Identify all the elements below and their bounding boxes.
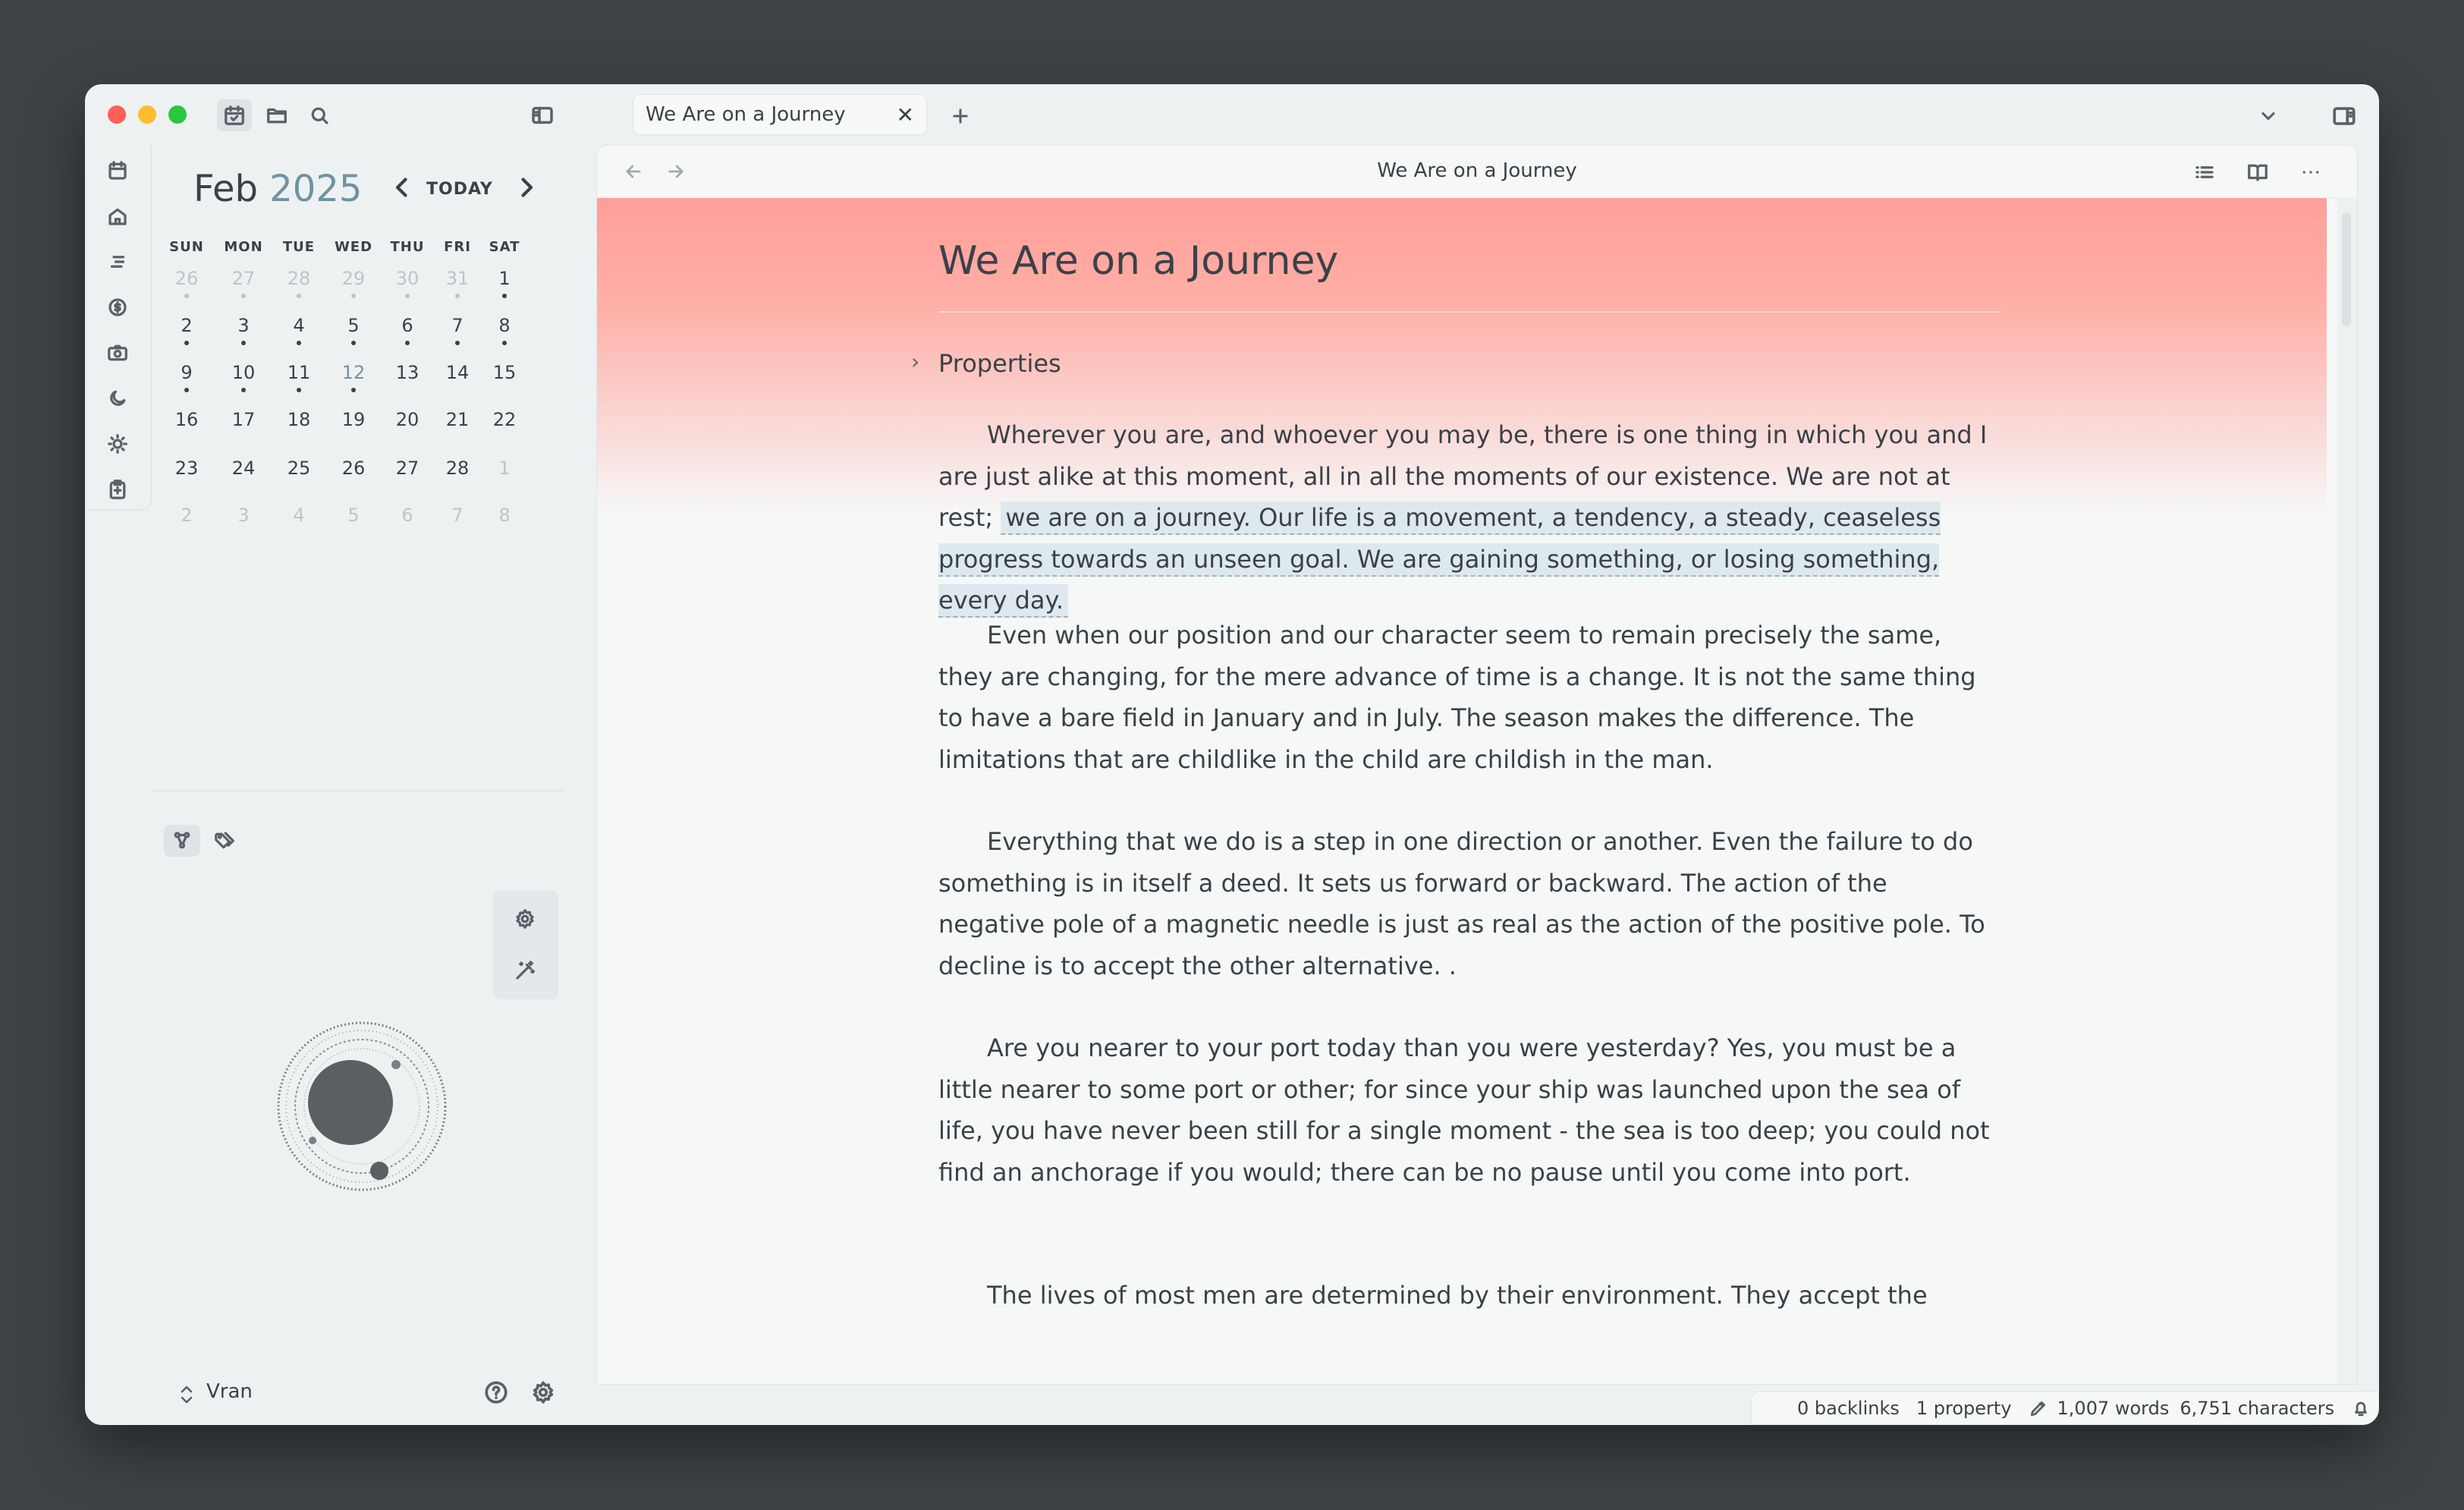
calendar-day-number: 1 — [498, 458, 511, 479]
chevron-right-icon[interactable]: › — [911, 349, 920, 374]
more-options-icon[interactable] — [2296, 158, 2325, 187]
calendar-day[interactable] — [327, 362, 380, 392]
calendar-day[interactable] — [431, 362, 484, 383]
calendar-day-number: 23 — [174, 458, 199, 479]
calendar-day-number: 7 — [451, 505, 464, 526]
editor-pane — [596, 145, 2358, 1385]
calendar-day[interactable] — [327, 505, 380, 526]
outline-icon[interactable] — [104, 248, 131, 275]
scrollbar-thumb[interactable] — [2342, 212, 2351, 326]
calendar-day-number: 29 — [341, 268, 366, 289]
calendar-day[interactable] — [272, 458, 325, 479]
weekday-wed: WED — [334, 239, 373, 255]
note-indicator-dot — [502, 294, 507, 298]
graph-settings-icon[interactable] — [508, 902, 542, 936]
dollar-icon[interactable] — [104, 294, 131, 321]
calendar-day[interactable] — [431, 458, 484, 479]
app-window — [85, 84, 2379, 1425]
weekday-sat: SAT — [489, 239, 520, 255]
calendar-day-number: 4 — [293, 505, 305, 526]
calendar-day-number: 1 — [498, 268, 511, 289]
calendar-day[interactable] — [217, 409, 270, 430]
calendar-day[interactable] — [478, 458, 531, 479]
calendar-day[interactable] — [160, 458, 213, 479]
note-indicator-dot — [405, 341, 410, 345]
note-indicator-dot — [184, 294, 189, 298]
calendar-day-number: 11 — [287, 362, 311, 383]
calendar-day[interactable] — [381, 409, 434, 430]
note-indicator-dot — [455, 341, 460, 345]
calendar-day[interactable] — [272, 409, 325, 430]
editor-scrollbar[interactable] — [2337, 197, 2357, 1384]
calendar-day-number: 5 — [347, 505, 360, 526]
calendar-day[interactable] — [272, 315, 325, 345]
editor-header — [597, 146, 2357, 198]
calendar-day[interactable] — [272, 362, 325, 392]
help-icon[interactable] — [481, 1377, 511, 1408]
sync-icon[interactable] — [2351, 1398, 2371, 1418]
calendar-day-number: 14 — [445, 362, 470, 383]
calendar-day[interactable] — [381, 458, 434, 479]
calendar-day-number: 10 — [231, 362, 256, 383]
calendar-day-number: 15 — [492, 362, 517, 383]
character-count: 6,751 characters — [2180, 1397, 2335, 1419]
graph-view-icon[interactable] — [164, 825, 200, 857]
note-indicator-dot — [351, 341, 356, 345]
backlinks-count[interactable]: 0 backlinks — [1797, 1397, 1900, 1419]
calendar-day-number: 13 — [395, 362, 420, 383]
left-ribbon — [85, 145, 152, 511]
vault-switcher-icon[interactable] — [178, 1383, 196, 1409]
calendar-day-number: 8 — [498, 505, 511, 526]
note-indicator-dot — [351, 294, 356, 298]
calendar-day-number: 5 — [347, 315, 360, 336]
calendar-day[interactable] — [478, 362, 531, 383]
calendar-day-number: 28 — [287, 268, 311, 289]
calendar-year: 2025 — [269, 168, 363, 210]
calendar-day[interactable] — [478, 409, 531, 430]
note-indicator-dot — [405, 294, 410, 298]
properties-count[interactable]: 1 property — [1916, 1397, 2012, 1419]
calendar-day[interactable] — [217, 268, 270, 298]
calendar-day-number: 3 — [237, 315, 250, 336]
calendar-day-number: 27 — [231, 268, 256, 289]
calendar-month-year — [193, 168, 362, 210]
calendar-next-button[interactable] — [513, 174, 540, 208]
calendar-day-number: 31 — [445, 268, 470, 289]
calendar-day-number: 2 — [181, 505, 193, 526]
editor-header-title[interactable]: We Are on a Journey — [1377, 159, 1577, 182]
paragraph-2[interactable]: Even when our position and our character seem to remain precisely the same, they are changing, for the mere advance of time is a change. It is not the same thing to have a bare field in January and in July. The season makes the difference. The limitations that are childlike in the child are childish in the man. — [938, 621, 1976, 774]
calendar-day-number: 7 — [451, 315, 464, 336]
calendar-day[interactable] — [431, 315, 484, 345]
calendar-day[interactable] — [160, 315, 213, 345]
calendar-day-number: 16 — [174, 409, 199, 430]
paragraph-3[interactable]: Everything that we do is a step in one direction or another. Even the failure to do something is in itself a deed. It sets us forward or backward. The action of the negative pole of a magnetic needle is just as real as the action of the positive pole. To decline is to accept the other alternative. . — [938, 827, 1985, 980]
calendar-day-number: 21 — [445, 409, 470, 430]
calendar-day-number: 2 — [181, 315, 193, 336]
calendar-day[interactable] — [381, 362, 434, 383]
magic-wand-icon[interactable] — [508, 954, 542, 987]
properties-toggle[interactable]: Properties — [938, 349, 1061, 378]
calendar-day-number: 25 — [287, 458, 311, 479]
new-tab-icon[interactable] — [945, 101, 976, 131]
calendar-day[interactable] — [160, 362, 213, 392]
tab-we-are-on-a-journey[interactable] — [633, 94, 927, 135]
title-divider — [938, 311, 2000, 313]
sidebar-toggle-icon[interactable] — [526, 99, 558, 131]
calendar-day-number: 24 — [231, 458, 256, 479]
calendar-day[interactable] — [478, 505, 531, 526]
note-indicator-dot — [297, 388, 301, 392]
calendar-day[interactable] — [327, 315, 380, 345]
tags-icon[interactable] — [208, 825, 241, 857]
note-indicator-dot — [241, 294, 246, 298]
calendar-day-number: 27 — [395, 458, 420, 479]
note-indicator-dot — [455, 294, 460, 298]
note-title[interactable]: We Are on a Journey — [938, 238, 1339, 284]
graph-visualization[interactable] — [275, 1019, 449, 1194]
calendar-day[interactable] — [160, 409, 213, 430]
pencil-icon[interactable] — [2029, 1398, 2048, 1418]
weekday-thu: THU — [390, 239, 425, 255]
calendar-day-number: 9 — [181, 362, 193, 383]
note-indicator-dot — [184, 388, 189, 392]
calendar-day[interactable] — [381, 268, 434, 298]
note-indicator-dot — [351, 388, 356, 392]
calendar-day[interactable] — [272, 505, 325, 526]
settings-icon[interactable] — [528, 1377, 558, 1408]
calendar-day-number: 6 — [401, 315, 413, 336]
status-bar — [1751, 1391, 2379, 1425]
calendar-day[interactable] — [160, 505, 213, 526]
calendar-day-number: 26 — [174, 268, 199, 289]
chevron-down-icon[interactable] — [2253, 101, 2283, 131]
paragraph-4[interactable]: Are you nearer to your port today than you were yesterday? Yes, you must be a little nearer to some port or other; for since your ship was launched upon the sea of life, you have never been still for a single moment - the sea is too deep; you could not find an anchorage if you would; there can be no pause until you come into port. — [938, 1033, 1990, 1187]
paragraph-1[interactable] — [938, 414, 2000, 621]
calendar-day[interactable] — [217, 458, 270, 479]
folder-icon[interactable] — [261, 99, 293, 131]
note-indicator-dot — [297, 294, 301, 298]
weekday-sun: SUN — [169, 239, 204, 255]
calendar-day-number: 28 — [445, 458, 470, 479]
vault-name[interactable]: Vran — [206, 1380, 253, 1403]
note-indicator-dot — [184, 341, 189, 345]
search-icon[interactable] — [303, 99, 335, 131]
close-window-button[interactable] — [108, 105, 126, 124]
list-icon[interactable] — [2190, 158, 2219, 187]
calendar-day[interactable] — [431, 505, 484, 526]
calendar-day[interactable] — [327, 268, 380, 298]
minimize-window-button[interactable] — [138, 105, 156, 124]
moon-icon[interactable] — [104, 385, 131, 412]
calendar-day-number: 12 — [341, 362, 366, 383]
calendar-day[interactable] — [431, 268, 484, 298]
calendar-day-number: 8 — [498, 315, 511, 336]
calendar-day[interactable] — [431, 409, 484, 430]
calendar-icon[interactable] — [104, 157, 131, 184]
weekday-mon: MON — [224, 239, 263, 255]
clipboard-icon[interactable] — [104, 476, 131, 503]
calendar-day[interactable] — [327, 409, 380, 430]
note-indicator-dot — [241, 341, 246, 345]
calendar-day-number: 30 — [395, 268, 420, 289]
sun-icon[interactable] — [104, 430, 131, 458]
camera-icon[interactable] — [104, 339, 131, 366]
calendar-day-number: 17 — [231, 409, 256, 430]
calendar-day-number: 22 — [492, 409, 517, 430]
calendar-day-number: 19 — [341, 409, 366, 430]
note-indicator-dot — [502, 341, 507, 345]
calendar-day-number: 6 — [401, 505, 413, 526]
calendar-day[interactable] — [217, 315, 270, 345]
reading-view-icon[interactable] — [2243, 158, 2272, 187]
calendar-day-number: 4 — [293, 315, 305, 336]
calendar-day-number: 3 — [237, 505, 250, 526]
calendar-day[interactable] — [272, 268, 325, 298]
note-indicator-dot — [241, 388, 246, 392]
calendar-day[interactable] — [381, 315, 434, 345]
calendar-day[interactable] — [478, 268, 531, 298]
calendar-day[interactable] — [217, 362, 270, 392]
calendar-day-number: 26 — [341, 458, 366, 479]
calendar-day-number: 18 — [287, 409, 311, 430]
right-sidebar-icon[interactable] — [2327, 99, 2361, 133]
word-count: 1,007 words — [2057, 1397, 2170, 1419]
sidebar-divider — [150, 790, 563, 791]
graph-controls — [493, 890, 558, 999]
calendar-day[interactable] — [478, 315, 531, 345]
highlighted-text[interactable]: we are on a journey. Our life is a movement, a tendency, a steady, ceaseless progress towards an unseen goal. We are gaining something, or losing something, every day. — [938, 502, 1941, 618]
weekday-fri: FRI — [444, 239, 471, 255]
calendar-prev-button[interactable] — [388, 174, 416, 208]
paragraph-1-text: Wherever you are, and whoever you may be, there is one thing in which you and I are just alike at this moment, all in all the moments of our existence. We are not at rest; — [938, 420, 1988, 532]
calendar-day[interactable] — [217, 505, 270, 526]
calendar-day[interactable] — [381, 505, 434, 526]
tab-title: We Are on a Journey — [646, 103, 846, 126]
calendar-day[interactable] — [160, 268, 213, 298]
calendar-month: Feb — [193, 168, 258, 210]
home-icon[interactable] — [104, 203, 131, 230]
calendar-check-icon[interactable] — [217, 99, 252, 131]
calendar-today-button[interactable]: TODAY — [426, 180, 493, 199]
note-indicator-dot — [297, 341, 301, 345]
calendar-day[interactable] — [327, 458, 380, 479]
tab-close-icon[interactable]: ✕ — [896, 102, 914, 127]
maximize-window-button[interactable] — [168, 105, 187, 124]
calendar-day-number: 20 — [395, 409, 420, 430]
weekday-tue: TUE — [282, 239, 316, 255]
paragraph-5[interactable]: The lives of most men are determined by their environment. They accept the — [987, 1281, 1928, 1310]
